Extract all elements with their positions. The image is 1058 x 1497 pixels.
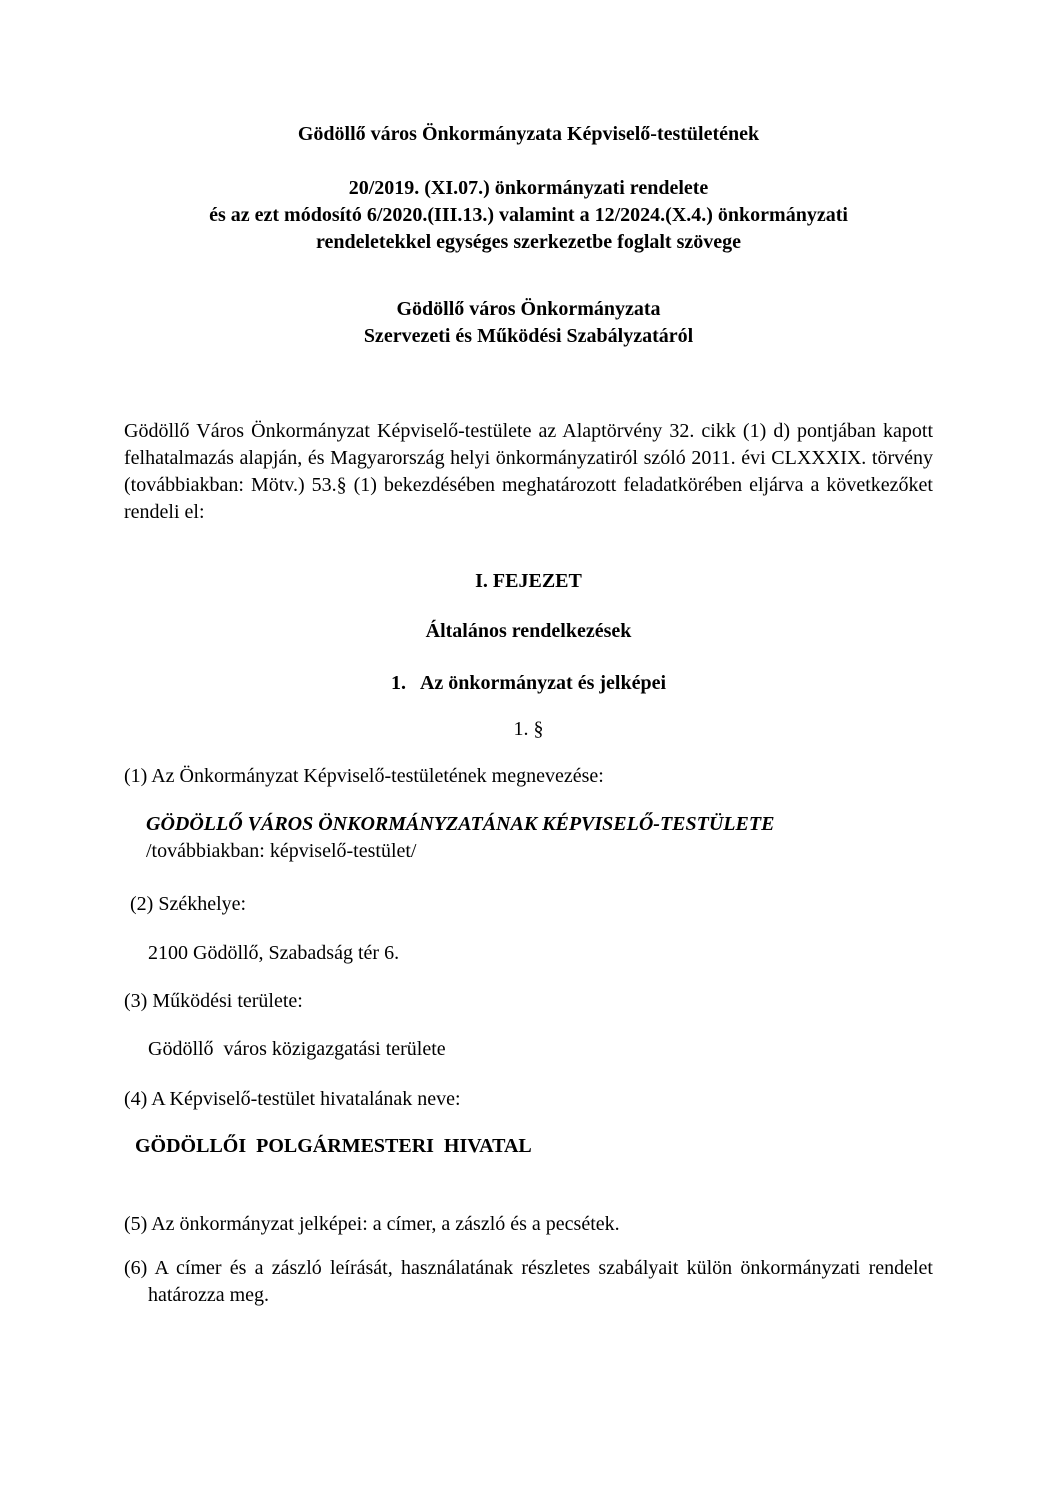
subject-line-1: Gödöllő város Önkormányzata: [396, 298, 661, 320]
chapter-title: I. FEJEZET: [475, 570, 582, 592]
decree-line-3: rendeletekkel egységes szerkezetbe foglalt szövege: [315, 231, 742, 253]
document-title: Gödöllő város Önkormányzata Képviselő-testületének: [297, 123, 760, 145]
decree-line-1: 20/2019. (XI.07.) önkormányzati rendelete: [348, 177, 709, 199]
preamble-paragraph: Gödöllő Város Önkormányzat Képviselő-testülete az Alaptörvény 32. cikk (1) d) pontjában kapott felhatalmazás alapján, és Magyarország helyi önkormányzatiról szóló 2011. évi CLXXXIX. törvény (továbbiakban: Mötv.) 53.§ (1) bekezdésében meghatározott feladatkörében eljárva a következőket rendeli el:: [124, 420, 933, 523]
decree-line-2: és az ezt módosító 6/2020.(III.13.) valamint a 12/2024.(X.4.) önkormányzati: [209, 204, 848, 226]
clause-5-label: (5) Az önkormányzat jelképei: a címer, a zászló és a pecsétek.: [124, 1213, 620, 1235]
council-name: GÖDÖLLŐ VÁROS ÖNKORMÁNYZATÁNAK KÉPVISELŐ-TESTÜLETE: [146, 813, 775, 835]
section-title: Az önkormányzat és jelképei: [419, 672, 667, 694]
subject-heading: [124, 296, 933, 350]
seat-address: 2100 Gödöllő, Szabadság tér 6.: [148, 942, 400, 964]
clause-3-label: (3) Működési területe:: [124, 990, 303, 1012]
clause-1-label: (1) Az Önkormányzat Képviselő-testületének megnevezése:: [124, 765, 604, 787]
decree-heading: [124, 175, 933, 256]
clause-4-label: (4) A Képviselő-testület hivatalának neve:: [124, 1088, 461, 1110]
office-name: GÖDÖLLŐI POLGÁRMESTERI HIVATAL: [135, 1135, 532, 1157]
subject-line-2: Szervezeti és Működési Szabályzatáról: [363, 325, 694, 347]
clause-2-label: (2) Székhelye:: [130, 893, 247, 915]
council-name-note: /továbbiakban: képviselő-testület/: [146, 840, 417, 862]
operational-area: Gödöllő város közigazgatási területe: [148, 1038, 446, 1060]
section-number: 1.: [390, 672, 406, 694]
section-heading: [124, 670, 933, 697]
chapter-subtitle: Általános rendelkezések: [425, 620, 632, 642]
paragraph-sign: 1. §: [513, 718, 544, 740]
clause-6-label: (6) A címer és a zászló leírását, használatának részletes szabályait külön önkormányzati rendelet határozza meg.: [124, 1257, 933, 1306]
